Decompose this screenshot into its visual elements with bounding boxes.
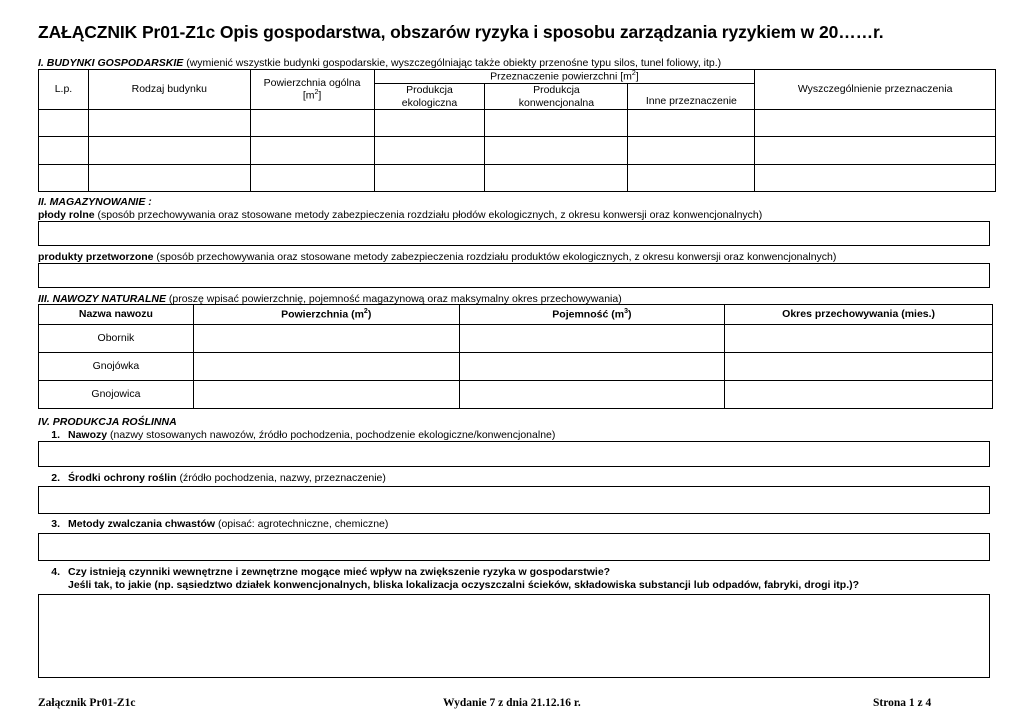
table-row (39, 353, 993, 381)
table-row (39, 110, 996, 137)
table-cell[interactable] (725, 381, 993, 409)
section-crop-production-heading: IV. PRODUKCJA ROŚLINNA (38, 416, 177, 428)
manure-name-cell: Obornik (39, 325, 194, 353)
buildings-table (38, 69, 996, 192)
table-cell[interactable] (374, 165, 485, 192)
table-cell[interactable] (755, 137, 996, 165)
table-cell[interactable] (725, 325, 993, 353)
table-cell[interactable] (755, 110, 996, 137)
footer-page-number: Strona 1 z 4 (873, 697, 932, 709)
col-other-header: Inne przeznaczenie (628, 84, 755, 110)
table-row (39, 325, 993, 353)
table-cell[interactable] (193, 353, 459, 381)
table-cell[interactable] (88, 110, 250, 137)
col-total-area-header: Powierzchnia ogólna $[m^2]$ (250, 70, 374, 110)
table-cell[interactable] (628, 165, 755, 192)
col-manure-capacity-header: Pojemność $(m^3)$ (459, 305, 725, 325)
table-cell[interactable] (193, 381, 459, 409)
table-cell[interactable] (628, 137, 755, 165)
risk-factors-label: 4. Czy istnieją czynniki wewnętrzne i zewnętrzne mogące mieć wpływ na zwiększenie ryzyka w gospodarstwie? Jeśli tak, to jakie (np. sąsiedztwo działek konwencjonalnych, bliska lokalizacja oczyszczalni ścieków, składowiska substancji lub odpadów, fabryki, drogi itp.)? (51, 566, 860, 591)
table-cell[interactable] (374, 110, 485, 137)
plant-protection-label: 2. Środki ochrony roślin (źródło pochodzenia, nazwy, przeznaczenie) (51, 472, 386, 484)
table-cell[interactable] (628, 110, 755, 137)
table-cell[interactable] (39, 110, 89, 137)
table-cell[interactable] (250, 110, 374, 137)
table-cell[interactable] (485, 110, 628, 137)
weed-control-label: 3. Metody zwalczania chwastów (opisać: agrotechniczne, chemiczne) (51, 518, 389, 530)
footer-attachment: Załącznik Pr01-Z1c (38, 697, 136, 709)
col-building-type-header: Rodzaj budynku (88, 70, 250, 110)
processed-storage-field[interactable] (38, 263, 990, 288)
fertilizers-label: 1. Nawozy (nazwy stosowanych nawozów, źródło pochodzenia, pochodzenie ekologiczne/konwencjonalne) (51, 429, 556, 441)
table-cell[interactable] (459, 381, 725, 409)
col-manure-area-header: Powierzchnia $(m^2)$ (193, 305, 459, 325)
table-row (39, 137, 996, 165)
col-lp-header: L.p. (39, 70, 89, 110)
table-cell[interactable] (39, 165, 89, 192)
manure-table (38, 304, 993, 409)
table-cell[interactable] (755, 165, 996, 192)
table-cell[interactable] (459, 353, 725, 381)
col-detail-header: Wyszczególnienie przeznaczenia (755, 70, 996, 110)
crops-storage-field[interactable] (38, 221, 990, 246)
crops-storage-label: płody rolne (sposób przechowywania oraz stosowane metody zabezpieczenia rozdziału płodów ekologicznych, z okresu konwersji oraz konwencjonalnych) (38, 209, 763, 221)
table-cell[interactable] (459, 325, 725, 353)
table-cell[interactable] (485, 137, 628, 165)
table-cell[interactable] (725, 353, 993, 381)
manure-name-cell: Gnojówka (39, 353, 194, 381)
processed-storage-label: produkty przetworzone (sposób przechowywania oraz stosowane metody zabezpieczenia rozdziału produktów ekologicznych, z okresu konwersji oraz konwencjonalnych) (38, 251, 837, 263)
fertilizers-field[interactable] (38, 441, 990, 467)
footer-edition: Wydanie 7 z dnia 21.12.16 r. (443, 697, 581, 709)
weed-control-field[interactable] (38, 533, 990, 561)
col-manure-name-header: Nazwa nawozu (39, 305, 194, 325)
risk-factors-field[interactable] (38, 594, 990, 678)
table-cell[interactable] (39, 137, 89, 165)
col-manure-period-header: Okres przechowywania (mies.) (725, 305, 993, 325)
manure-name-cell: Gnojowica (39, 381, 194, 409)
table-cell[interactable] (250, 165, 374, 192)
table-cell[interactable] (374, 137, 485, 165)
table-cell[interactable] (88, 165, 250, 192)
table-row (39, 165, 996, 192)
section-buildings-heading: I. BUDYNKI GOSPODARSKIE (wymienić wszystkie budynki gospodarskie, wyszczególniając także obiekty przenośne typu silos, tunel foliowy, itp.) (38, 57, 722, 69)
col-conv-header: Produkcja konwencjonalna (485, 84, 628, 110)
col-eco-header: Produkcja ekologiczna (374, 84, 485, 110)
section-manure-heading: III. NAWOZY NATURALNE (proszę wpisać powierzchnię, pojemność magazynową oraz maksymalny okres przechowywania) (38, 293, 622, 305)
section-storage-heading: II. MAGAZYNOWANIE : (38, 196, 152, 208)
col-purpose-header: Przeznaczenie powierzchni $[m^2]$ (374, 70, 755, 84)
table-row (39, 381, 993, 409)
table-cell[interactable] (193, 325, 459, 353)
table-cell[interactable] (485, 165, 628, 192)
plant-protection-field[interactable] (38, 486, 990, 514)
page-title: ZAŁĄCZNIK Pr01-Z1c Opis gospodarstwa, obszarów ryzyka i sposobu zarządzania ryzykiem w 20……r. (38, 22, 884, 42)
table-cell[interactable] (88, 137, 250, 165)
table-cell[interactable] (250, 137, 374, 165)
